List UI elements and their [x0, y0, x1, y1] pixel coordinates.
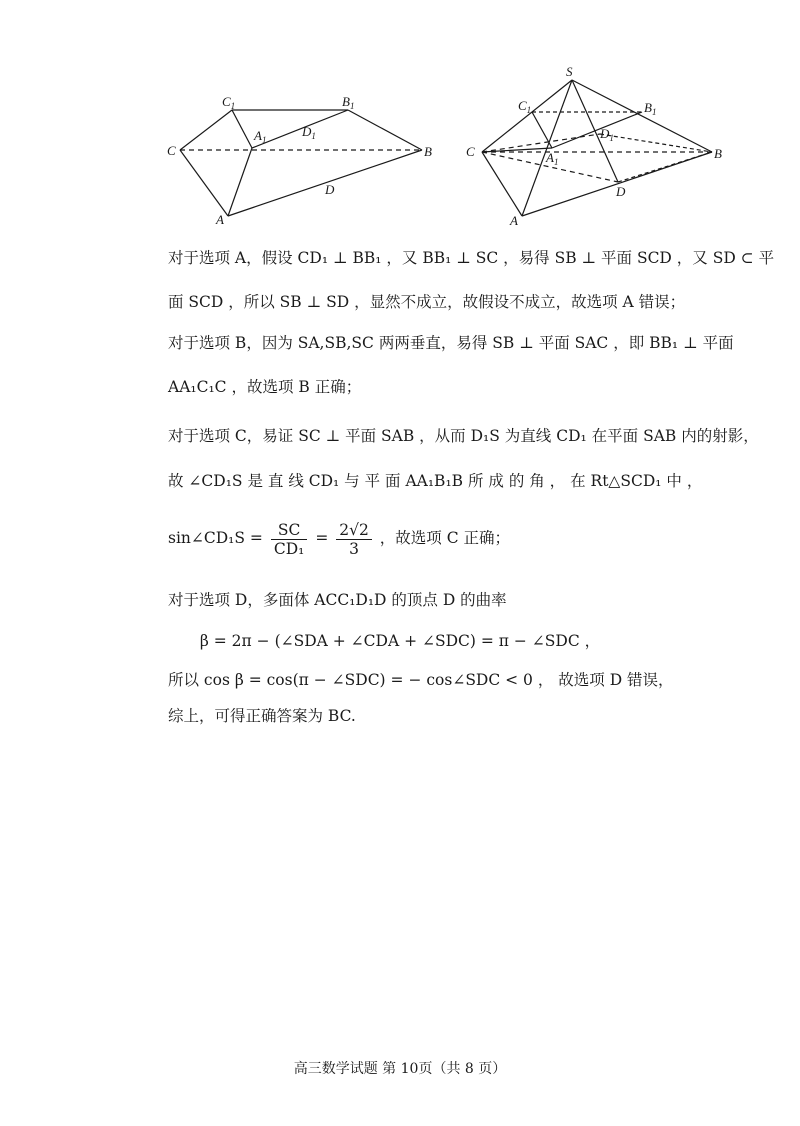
formula-sin-lhs: sin∠CD₁S = — [168, 529, 263, 547]
label-C1: $C_1$ — [222, 94, 236, 111]
label-A1: $A_1$ — [254, 128, 267, 145]
fraction-sc-over-cd1 — [271, 521, 308, 558]
option-c-formula — [168, 520, 738, 558]
figure-right — [460, 62, 740, 228]
option-b-line-2: AA₁C₁C ，故选项 B 正确； — [168, 378, 362, 396]
edge-C1-A1 — [232, 110, 252, 148]
label-S: S — [566, 64, 573, 79]
fraction-numerator: 2√2 — [336, 521, 372, 540]
conclusion-line: 综上，可得正确答案为 BC. — [168, 707, 356, 725]
fraction-denominator: CD₁ — [273, 539, 305, 558]
label-A1: $A_1$ — [546, 150, 559, 167]
option-d-line-1: 对于选项 D，多面体 ACC₁D₁D 的顶点 D 的曲率 — [168, 591, 507, 609]
edge-C-A — [180, 150, 228, 216]
edge-C-C1 — [180, 110, 232, 150]
edge-C1-A1 — [532, 112, 552, 148]
label-D1: $D_1$ — [302, 124, 316, 141]
edge-B1-B — [348, 110, 422, 150]
edge-C-A — [482, 152, 522, 216]
page-footer: 高三数学试题 第 10页（共 8 页） — [293, 1061, 507, 1077]
option-d-formula: β = 2π − (∠SDA + ∠CDA + ∠SDC) = π − ∠SDC ， — [199, 632, 601, 650]
label-D: D — [616, 184, 626, 199]
label-D1: $D_1$ — [600, 126, 614, 143]
option-a-line-1: 对于选项 A，假设 CD₁ ⊥ BB₁ ，又 BB₁ ⊥ SC ，易得 SB ⊥ 平面 SCD ，又 SD ⊂ 平 — [168, 249, 775, 267]
edge-A-A1 — [228, 148, 252, 216]
edge-A1-B1 — [552, 112, 642, 148]
option-a-line-2: 面 SCD ，所以 SB ⊥ SD ，显然不成立，故假设不成立，故选项 A 错误； — [168, 293, 686, 311]
fraction-denominator: 3 — [349, 539, 359, 558]
option-c-line-1: 对于选项 C，易证 SC ⊥ 平面 SAB ，从而 D₁S 为直线 CD₁ 在平面 SAB 内的射影， — [168, 427, 759, 445]
option-b-line-1: 对于选项 B，因为 SA,SB,SC 两两垂直，易得 SB ⊥ 平面 SAC ，即 BB₁ ⊥ 平面 — [168, 334, 734, 352]
label-B1: $B_1$ — [342, 94, 355, 111]
formula-equals: = — [315, 529, 329, 547]
option-d-line-3: 所以 cos β = cos(π − ∠SDC) = − cos∠SDC < 0 ， 故选项 D 错误， — [168, 671, 674, 689]
figure-left — [160, 88, 450, 228]
label-C: C — [167, 143, 176, 158]
label-A: A — [510, 213, 518, 228]
label-C: C — [466, 144, 475, 159]
edge-C-D1-hidden — [482, 134, 600, 152]
option-c-line-2: 故 ∠CD₁S 是 直 线 CD₁ 与 平 面 AA₁B₁B 所 成 的 角 ， 在 Rt△SCD₁ 中 ， — [168, 472, 703, 490]
label-B: B — [424, 144, 432, 159]
label-A: A — [216, 212, 224, 227]
formula-tail: ，故选项 C 正确； — [379, 529, 511, 547]
fraction-numerator: SC — [271, 521, 308, 540]
label-B1: $B_1$ — [644, 100, 657, 117]
label-C1: $C_1$ — [518, 98, 532, 115]
label-D: D — [325, 182, 335, 197]
label-B: B — [714, 146, 722, 161]
fraction-2root2-over-3 — [336, 521, 372, 558]
